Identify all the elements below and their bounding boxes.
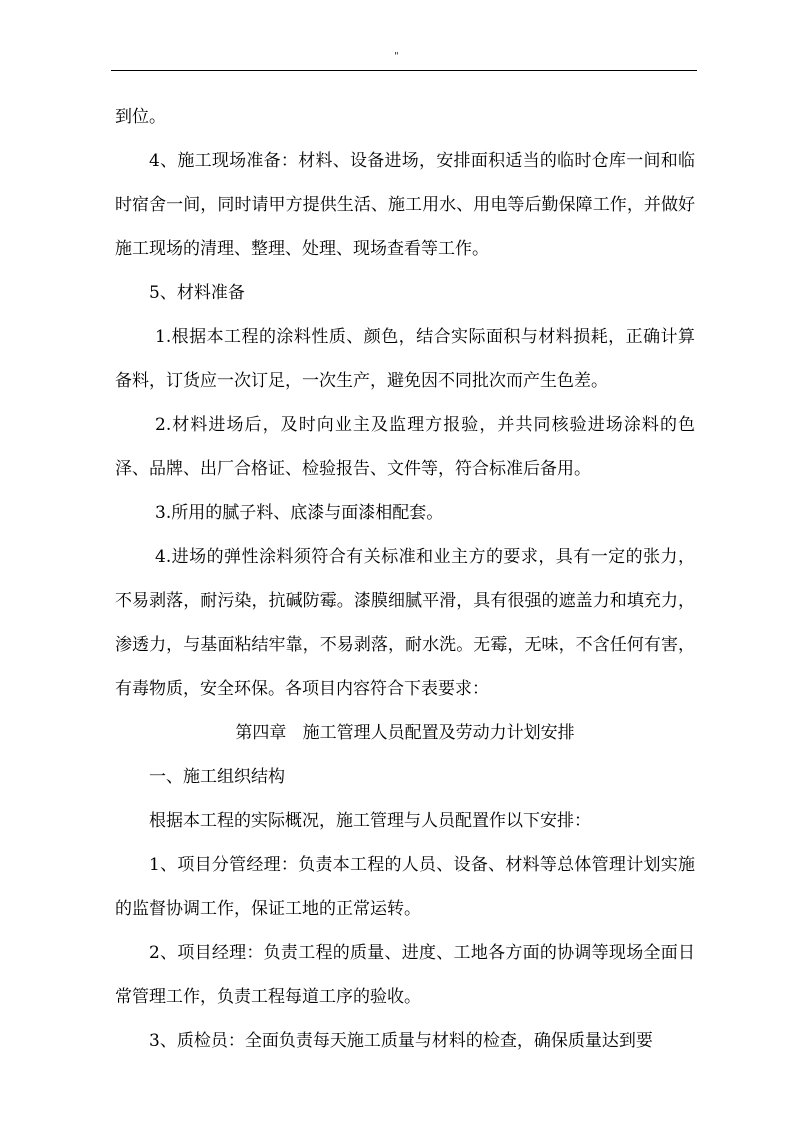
paragraph-continuation: 到位。 (115, 107, 166, 127)
paragraph-branch-manager: 1、项目分管经理：负责本工程的人员、设备、材料等总体管理计划实施的监督协调工作，保证工地的正常运转。 (115, 855, 695, 919)
paragraph-material-item-2: 2.材料进场后，及时向业主及监理方报验，并共同核验进场涂料的色泽、品牌、出厂合格证、检验报告、文件等，符合标准后备用。 (115, 415, 695, 479)
header-rule (111, 70, 697, 71)
paragraph-quality-inspector: 3、质检员：全面负责每天施工质量与材料的检查，确保质量达到要 (149, 1031, 653, 1051)
paragraph-material-preparation-heading: 5、材料准备 (149, 283, 245, 303)
paragraph-material-item-1: 1.根据本工程的涂料性质、颜色，结合实际面积与材料损耗，正确计算备料，订货应一次订足，一次生产，避免因不同批次而产生色差。 (115, 327, 695, 391)
header-mark: " (394, 52, 400, 62)
chapter-heading: 第四章 施工管理人员配置及劳动力计划安排 (235, 723, 575, 743)
paragraph-material-item-4: 4.进场的弹性涂料须符合有关标准和业主方的要求，具有一定的张力，不易剥落，耐污染，抗碱防霉。漆膜细腻平滑，具有很强的遮盖力和填充力，渗透力，与基面粘结牢靠，不易剥落，耐水洗。无霉，无味，不含任何有害，有毒物质，安全环保。各项目内容符合下表要求： (115, 547, 695, 699)
section-heading-organization: 一、施工组织结构 (149, 767, 285, 787)
document-body (115, 95, 695, 1063)
paragraph-arrangement-intro: 根据本工程的实际概况，施工管理与人员配置作以下安排： (149, 811, 591, 831)
paragraph-material-item-3: 3.所用的腻子料、底漆与面漆相配套。 (155, 503, 444, 523)
paragraph-project-manager: 2、项目经理：负责工程的质量、进度、工地各方面的协调等现场全面日常管理工作，负责工程每道工序的验收。 (115, 943, 695, 1007)
paragraph-site-preparation: 4、施工现场准备：材料、设备进场，安排面积适当的临时仓库一间和临时宿舍一间，同时请甲方提供生活、施工用水、用电等后勤保障工作，并做好施工现场的清理、整理、处理、现场查看等工作。 (115, 151, 695, 259)
